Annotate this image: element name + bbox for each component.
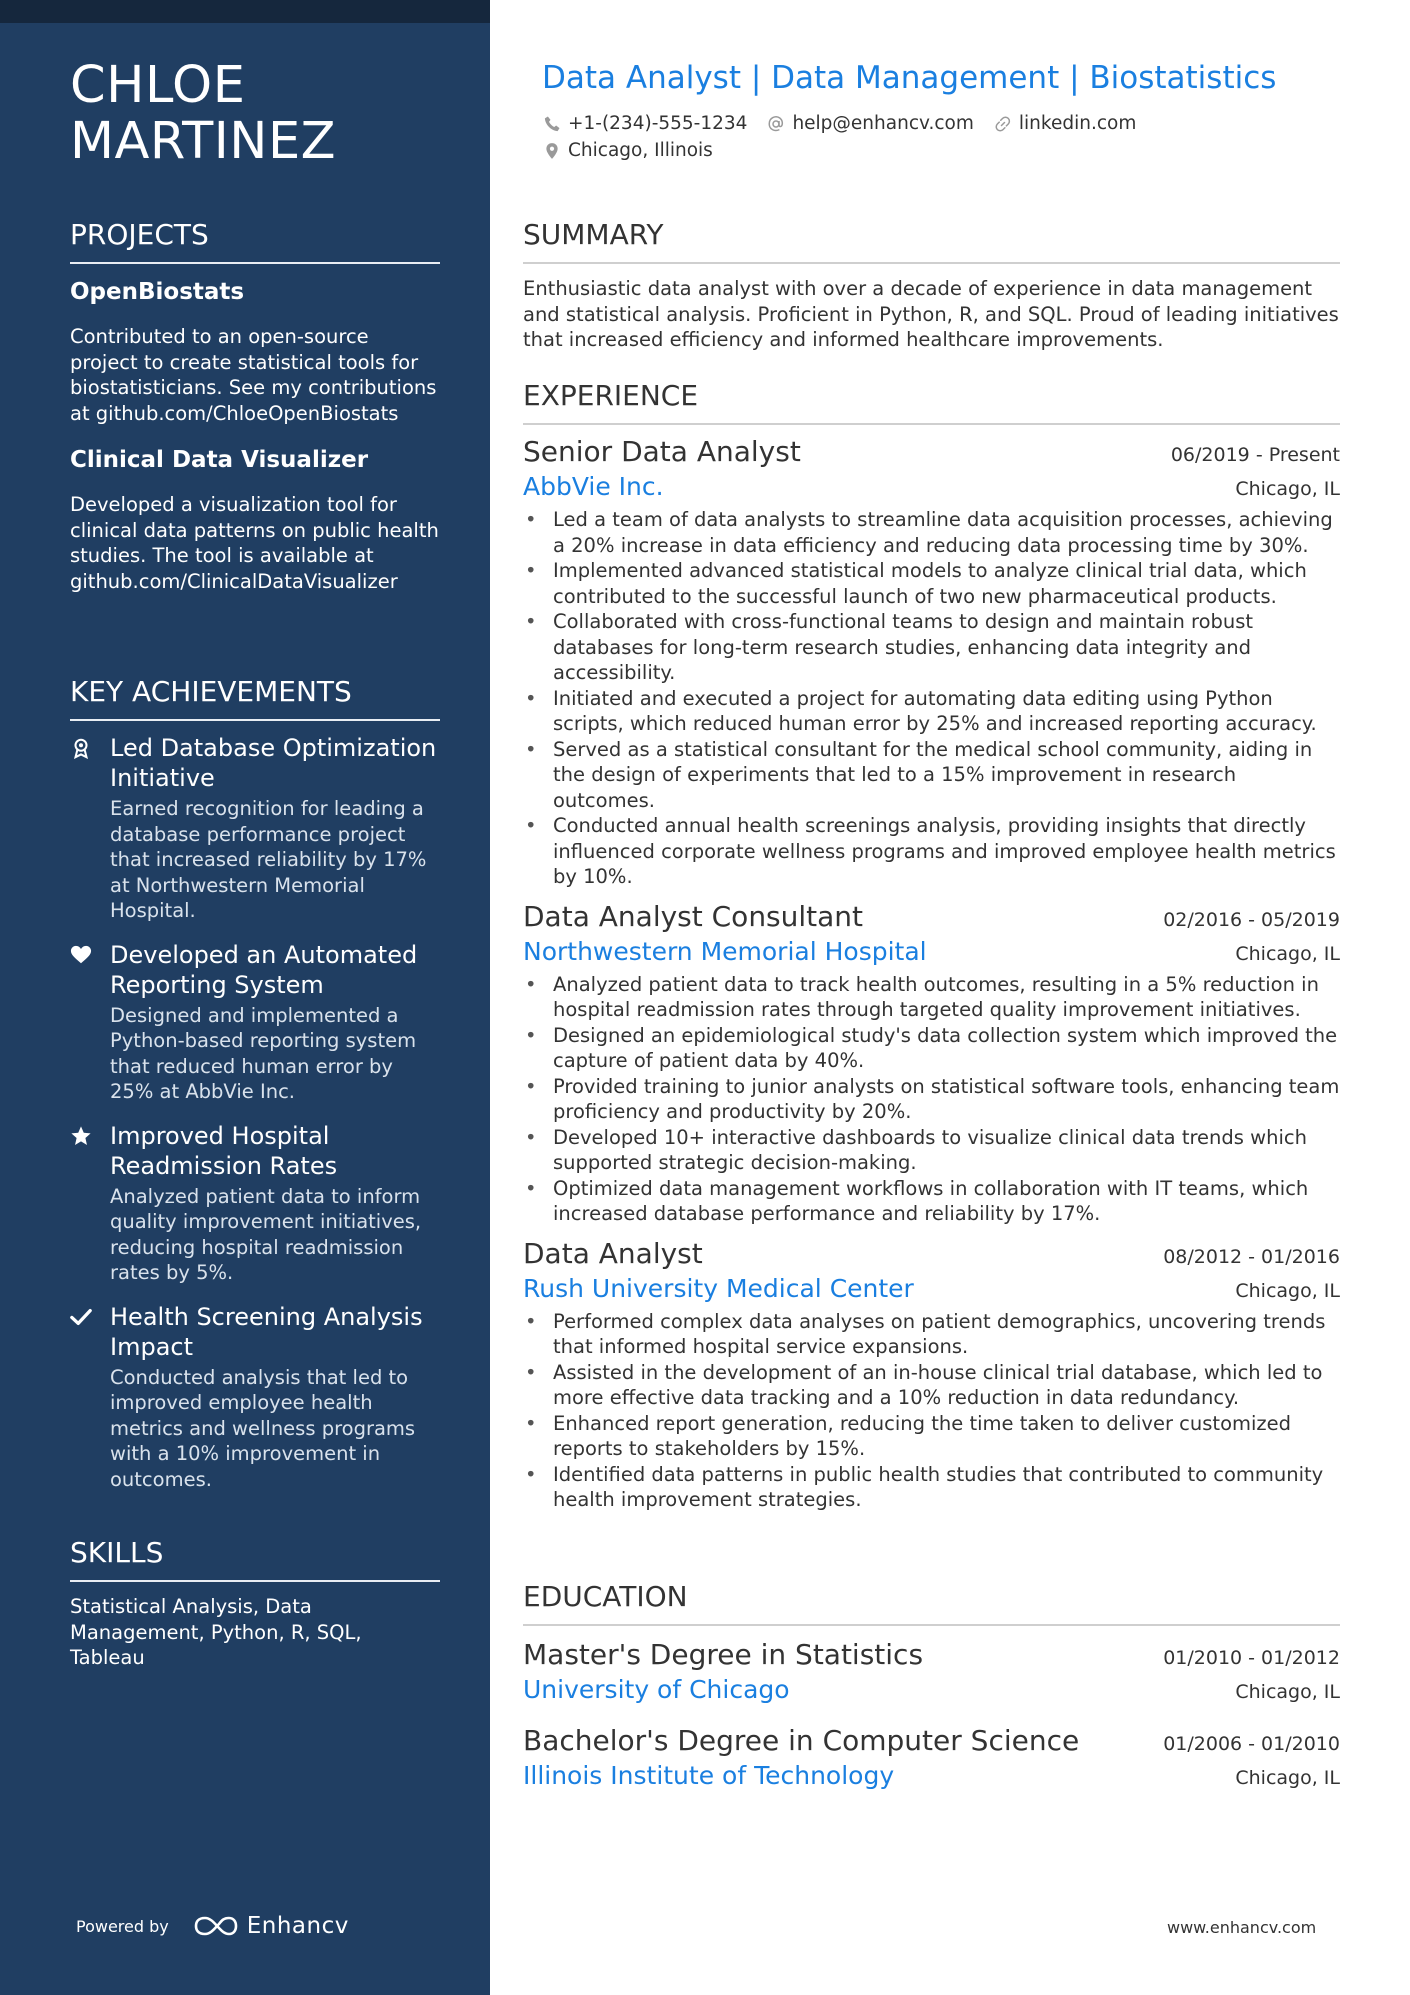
bullet-item: • Designed an epidemiological study's data collection system which improved the capture of patient data by 40%. (523, 1023, 1340, 1074)
achievement-description: Conducted analysis that led to improved employee health metrics and wellness programs with a 10% improvement in outcomes. (110, 1365, 416, 1491)
achievement-title: Improved Hospital Readmission Rates (110, 1121, 338, 1180)
education-title: EDUCATION (523, 1580, 1340, 1626)
job-dates: 06/2019 - Present (1170, 444, 1340, 466)
job-bullets (523, 1309, 1340, 1513)
footer-url[interactable]: www.enhancv.com (1167, 1918, 1317, 1937)
location-pin-icon (543, 142, 561, 160)
achievement-item (70, 940, 440, 1105)
school-name: Illinois Institute of Technology (523, 1761, 895, 1790)
bullet-item: • Analyzed patient data to track health outcomes, resulting in a 5% reduction in hospital readmission rates through targeted quality improvement initiatives. (523, 972, 1340, 1023)
education-entry (523, 1636, 1340, 1706)
job-location: Chicago, IL (1235, 1279, 1340, 1302)
company-name: AbbVie Inc. (523, 472, 664, 501)
project-title: OpenBiostats (70, 279, 245, 305)
at-icon (767, 115, 785, 133)
bullet-item: • Initiated and executed a project for automating data editing using Python scripts, which reduced human error by 25% and increased reporting accuracy. (523, 686, 1340, 737)
projects-section (70, 218, 440, 614)
achievement-description: Designed and implemented a Python-based reporting system that reduced human error by 25% at AbbVie Inc. (110, 1003, 417, 1103)
education-location: Chicago, IL (1235, 1767, 1340, 1789)
achievement-item (70, 733, 440, 924)
bullet-item: • Performed complex data analyses on patient demographics, uncovering trends that informed hospital service expansions. (523, 1309, 1340, 1360)
bullet-item: • Optimized data management workflows in collaboration with IT teams, which increased database performance and reliability by 17%. (523, 1176, 1340, 1227)
bullet-item: • Identified data patterns in public health studies that contributed to community health improvement strategies. (523, 1462, 1340, 1513)
achievements-section (70, 675, 440, 1492)
main-column (523, 0, 1340, 1995)
contact-info (543, 110, 1156, 164)
project-title: Clinical Data Visualizer (70, 447, 369, 473)
contact-row (543, 110, 1156, 137)
powered-by-footer (76, 1913, 349, 1939)
education-location: Chicago, IL (1235, 1681, 1340, 1703)
job-dates: 02/2016 - 05/2019 (1163, 908, 1340, 931)
job-dates: 08/2012 - 01/2016 (1163, 1245, 1340, 1268)
candidate-name: CHLOE MARTINEZ (70, 56, 337, 171)
bullet-item: • Assisted in the development of an in-house clinical trial database, which led to more effective data tracking and a 10% reduction in data redundancy. (523, 1360, 1340, 1411)
bullet-item: • Led a team of data analysts to streamline data acquisition processes, achieving a 20% increase in data efficiency and reducing data processing time by 30%. (523, 507, 1340, 558)
projects-title: PROJECTS (70, 218, 440, 264)
bullet-item: • Enhanced report generation, reducing the time taken to deliver customized reports to stakeholders by 15%. (523, 1411, 1340, 1462)
link-icon (994, 115, 1012, 133)
achievement-item (70, 1121, 440, 1286)
job-title: Data Analyst (523, 1236, 703, 1270)
education-section (523, 1580, 1340, 1792)
enhancv-brand-name: Enhancv (246, 1913, 349, 1939)
project-item (70, 446, 440, 594)
project-description: Developed a visualization tool for clinical data patterns on public health studies. The tool is available at github.com/ClinicalDataVisualizer (70, 493, 439, 593)
email-address: help@enhancv.com (792, 113, 974, 134)
check-icon (70, 1302, 98, 1493)
email-contact[interactable] (767, 113, 973, 134)
job-entry (523, 898, 1340, 1227)
award-icon (70, 733, 98, 924)
bullet-item: • Served as a statistical consultant for the medical school community, aiding in the design of experiments that led to a 15% improvement in research outcomes. (523, 737, 1340, 814)
skills-section (70, 1536, 440, 1671)
job-location: Chicago, IL (1235, 942, 1340, 965)
job-bullets (523, 507, 1340, 890)
skills-title: SKILLS (70, 1536, 440, 1582)
achievement-title: Led Database Optimization Initiative (110, 734, 437, 792)
achievement-description: Analyzed patient data to inform quality improvement initiatives, reducing hospital readmission rates by 5%. (110, 1184, 422, 1284)
enhancv-logo-icon (193, 1914, 239, 1938)
education-entry (523, 1722, 1340, 1792)
project-description: Contributed to an open-source project to create statistical tools for biostatisticians. See my contributions at github.com/ChloeOpenBiostats (70, 325, 437, 425)
enhancv-logo[interactable] (193, 1913, 349, 1939)
achievement-title: Developed an Automated Reporting System (110, 940, 418, 999)
sidebar-top-bar (0, 0, 490, 23)
job-title: Senior Data Analyst (523, 435, 801, 468)
location-text: Chicago, Illinois (568, 140, 713, 161)
job-location: Chicago, IL (1235, 478, 1340, 500)
summary-section (523, 218, 1340, 353)
job-bullets (523, 972, 1340, 1227)
linkedin-contact[interactable] (994, 113, 1136, 134)
achievements-title: KEY ACHIEVEMENTS (70, 675, 440, 721)
heart-icon (70, 940, 98, 1105)
summary-title: SUMMARY (523, 218, 1340, 264)
job-title: Data Analyst Consultant (523, 899, 864, 933)
company-name: Rush University Medical Center (523, 1273, 914, 1303)
school-name: University of Chicago (523, 1675, 790, 1704)
degree-title: Master's Degree in Statistics (523, 1638, 924, 1671)
job-entry (523, 433, 1340, 890)
skills-list: Statistical Analysis, Data Management, Python, R, SQL, Tableau (70, 1595, 362, 1669)
achievement-title: Health Screening Analysis Impact (110, 1302, 423, 1361)
job-entry (523, 1235, 1340, 1513)
linkedin-url: linkedin.com (1018, 113, 1137, 134)
star-icon (70, 1121, 98, 1286)
phone-contact[interactable] (543, 113, 747, 134)
headline: Data Analyst | Data Management | Biostatistics (542, 60, 1277, 96)
bullet-item: • Implemented advanced statistical models to analyze clinical trial data, which contributed to the successful launch of two new pharmaceutical products. (523, 558, 1340, 609)
experience-title: EXPERIENCE (523, 379, 1340, 425)
bullet-item: • Developed 10+ interactive dashboards to visualize clinical data trends which supported strategic decision-making. (523, 1125, 1340, 1176)
bullet-item: • Collaborated with cross-functional teams to design and maintain robust databases for long-term research studies, enhancing data integrity and accessibility. (523, 609, 1340, 686)
location-contact (543, 140, 713, 161)
education-dates: 01/2006 - 01/2010 (1163, 1733, 1340, 1755)
phone-icon (543, 115, 561, 133)
summary-text: Enthusiastic data analyst with over a decade of experience in data management and statistical analysis. Proficient in Python, R, and SQL. Proud of leading initiatives that increased efficiency and informed healthcare improvements. (523, 277, 1339, 351)
bullet-item: • Provided training to junior analysts on statistical software tools, enhancing team proficiency and productivity by 20%. (523, 1074, 1340, 1125)
contact-row (543, 137, 1156, 164)
powered-by-label: Powered by (76, 1916, 169, 1936)
degree-title: Bachelor's Degree in Computer Science (523, 1724, 1080, 1757)
company-name: Northwestern Memorial Hospital (523, 936, 927, 966)
project-item (70, 278, 440, 426)
sidebar (0, 0, 490, 1995)
bullet-item: • Conducted annual health screenings analysis, providing insights that directly influenced corporate wellness programs and improved employee health metrics by 10%. (523, 813, 1340, 890)
phone-number: +1-(234)-555-1234 (568, 113, 748, 134)
achievement-description: Earned recognition for leading a database performance project that increased reliability by 17% at Northwestern Memorial Hospital. (110, 797, 427, 922)
education-dates: 01/2010 - 01/2012 (1163, 1647, 1340, 1669)
achievement-item (70, 1302, 440, 1493)
experience-section (523, 379, 1340, 1513)
